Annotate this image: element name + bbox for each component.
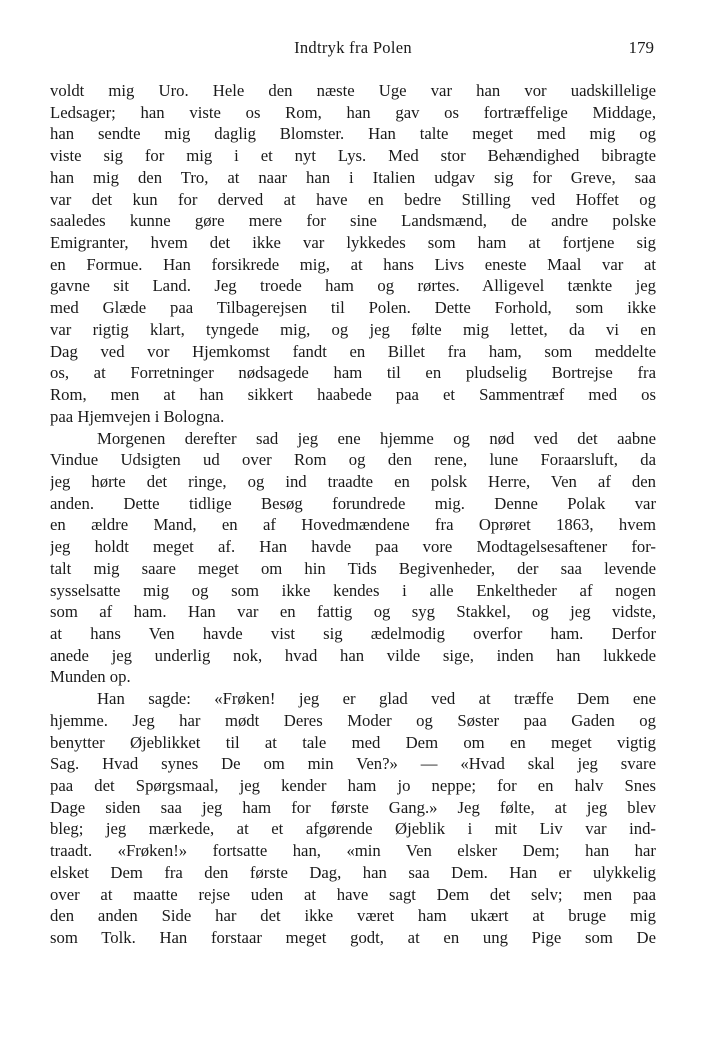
text-line: som af ham. Han var en fattig og syg Stakkel, og jeg vidste, [50, 602, 656, 622]
text-line: var rigtig klart, tyngede mig, og jeg følte mig lettet, da vi en [50, 319, 656, 339]
text-line: med Glæde paa Tilbagerejsen til Polen. Dette Forhold, som ikke [50, 298, 656, 318]
running-title: Indtryk fra Polen [294, 38, 412, 57]
text-line: en Formue. Han forsikrede mig, at hans Livs eneste Maal var at [50, 254, 656, 274]
text-line: traadt. «Frøken!» fortsatte han, «min Ven elsker Dem; han har [50, 841, 656, 861]
text-line: sysselsatte mig og som ikke kendes i alle Enkeltheder af nogen [50, 580, 656, 600]
text-line: paa Hjemvejen i Bologna. [50, 406, 225, 426]
text-line: den anden Side har det ikke været ham ukært at bruge mig [50, 906, 656, 926]
text-line: Rom, men at han sikkert haabede paa et Sammentræf med os [50, 385, 656, 405]
text-line: Dag ved vor Hjemkomst fandt en Billet fra ham, som meddelte [50, 341, 656, 361]
text-line: jeg holdt meget af. Han havde paa vore Modtagelsesaftener for- [50, 537, 656, 557]
text-line: han sendte mig daglig Blomster. Han talte meget med mig og [50, 124, 656, 144]
text-line: talt mig saare meget om hin Tids Begivenheder, der saa levende [50, 558, 656, 578]
text-line: som Tolk. Han forstaar meget godt, at en ung Pige som De [50, 928, 656, 948]
text-line: at hans Ven havde vist sig ædelmodig overfor ham. Derfor [50, 623, 656, 643]
text-line: viste sig for mig i et nyt Lys. Med stor Behændighed bibragte [50, 146, 656, 166]
page-header [50, 38, 656, 62]
text-line: Morgenen derefter sad jeg ene hjemme og nød ved det aabne [97, 428, 656, 448]
text-line: anede jeg underlig nok, hvad han vilde sige, inden han lukkede [50, 645, 656, 665]
text-line: var det kun for derved at have en bedre Stilling ved Hoffet og [50, 189, 656, 209]
text-line: Emigranter, hvem det ikke var lykkedes som ham at fortjene sig [50, 233, 656, 253]
text-line: Munden op. [50, 667, 131, 687]
text-line: anden. Dette tidlige Besøg forundrede mig. Denne Polak var [50, 493, 656, 513]
body-text [50, 80, 656, 949]
text-line: Sag. Hvad synes De om min Ven?» — «Hvad skal jeg svare [50, 754, 656, 774]
text-line: Han sagde: «Frøken! jeg er glad ved at træffe Dem ene [97, 689, 656, 709]
text-line: Ledsager; han viste os Rom, han gav os fortræffelige Middage, [50, 102, 656, 122]
text-line: gavne sit Land. Jeg troede ham og rørtes. Alligevel tænkte jeg [50, 276, 656, 296]
text-line: en ældre Mand, en af Hovedmændene fra Oprøret 1863, hvem [50, 515, 656, 535]
page-number: 179 [628, 38, 654, 57]
text-line: bleg; jeg mærkede, at et afgørende Øjeblik i mit Liv var ind- [50, 819, 656, 839]
text-line: over at maatte rejse uden at have sagt Dem det selv; men paa [50, 884, 656, 904]
text-line: voldt mig Uro. Hele den næste Uge var han vor uadskillelige [50, 81, 656, 100]
text-line: hjemme. Jeg har mødt Deres Moder og Søster paa Gaden og [50, 710, 656, 730]
text-line: Dage siden saa jeg ham for første Gang.» Jeg følte, at jeg blev [50, 797, 656, 817]
text-line: jeg hørte det ringe, og ind traadte en polsk Herre, Ven af den [50, 471, 656, 491]
text-line: paa det Spørgsmaal, jeg kender ham jo neppe; for en halv Snes [50, 776, 656, 795]
text-line: benytter Øjeblikket til at tale med Dem om en meget vigtig [50, 732, 656, 752]
text-line: os, at Forretninger nødsagede ham til en pludselig Bortrejse fra [50, 363, 656, 383]
text-line: han mig den Tro, at naar han i Italien udgav sig for Greve, saa [50, 167, 656, 187]
text-line: Vindue Udsigten ud over Rom og den rene, lune Foraarsluft, da [50, 450, 656, 470]
text-line: elsket Dem fra den første Dag, han saa Dem. Han er ulykkelig [50, 862, 656, 882]
text-line: saaledes kunne gøre mere for sine Landsmænd, de andre polske [50, 211, 656, 231]
